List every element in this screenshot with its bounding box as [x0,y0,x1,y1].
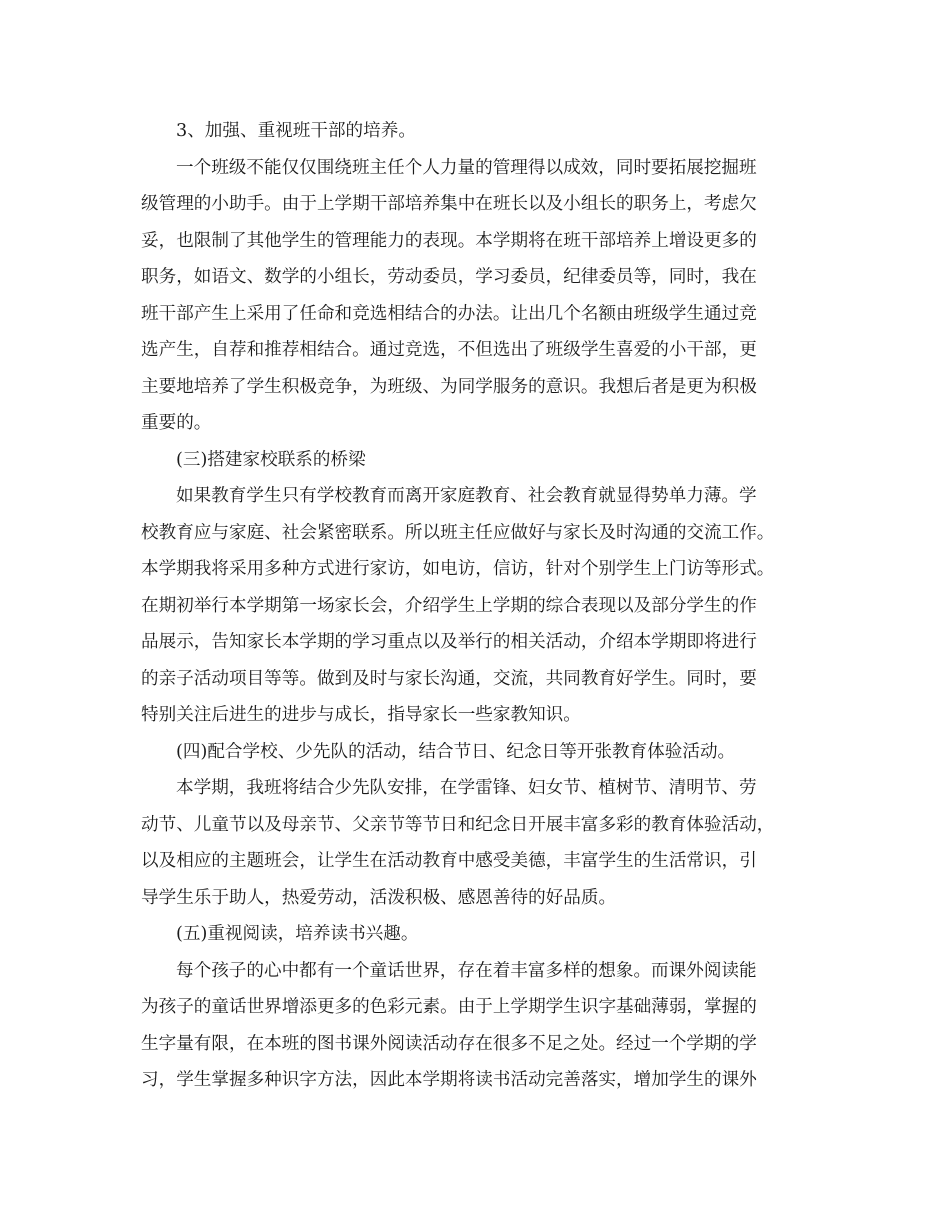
text-line: 本学期我将采用多种方式进行家访，如电访，信访，针对个别学生上门访等形式。 [141,559,775,579]
paragraph-activities [141,770,811,916]
text-line: (四)配合学校、少先队的活动，结合节日、纪念日等开张教育体验活动。 [176,741,736,762]
text-line: 妥，也限制了其他学生的管理能力的表现。本学期将在班干部培养上增设更多的 [141,230,757,251]
text-line: 习，学生掌握多种识字方法，因此本学期将读书活动完善落实，增加学生的课外 [141,1070,757,1090]
paragraph-heading-three [141,442,811,479]
text-line: 特别关注后进生的进步与成长，指导家长一些家教知识。 [141,705,581,725]
text-line: 级管理的小助手。由于上学期干部培养集中在班长以及小组长的职务上，考虑欠 [141,194,757,214]
text-line: (三)搭建家校联系的桥梁 [176,449,366,470]
text-line: 动节、儿童节以及母亲节、父亲节等节日和纪念日开展丰富多彩的教育体验活动， [141,814,775,835]
text-line: 校教育应与家庭、社会紧密联系。所以班主任应做好与家长及时沟通的交流工作。 [141,522,775,543]
text-line: 导学生乐于助人，热爱劳动，活泼积极、感恩善待的好品质。 [141,887,617,908]
paragraph-reading [141,953,811,1099]
text-line: 每个孩子的心中都有一个童话世界，存在着丰富多样的想象。而课外阅读能 [176,960,757,981]
text-line: 职务，如语文、数学的小组长，劳动委员，学习委员，纪律委员等，同时，我在 [141,267,757,287]
text-line: 的亲子活动项目等等。做到及时与家长沟通，交流，共同教育好学生。同时，要 [141,668,757,689]
text-line: 班干部产生上采用了任命和竞选相结合的办法。让出几个名额由班级学生通过竞 [141,303,757,324]
text-line: 选产生，自荐和推荐相结合。通过竞选，不但选出了班级学生喜爱的小干部，更 [141,340,757,360]
text-line: 主要地培养了学生积极竞争，为班级、为同学服务的意识。我想后者是更为积极 [141,376,757,397]
text-line: 本学期，我班将结合少先队安排，在学雷锋、妇女节、植树节、清明节、劳 [176,778,757,798]
text-line: 生字量有限，在本班的图书课外阅读活动存在很多不足之处。经过一个学期的学 [141,1033,757,1054]
paragraph-home-school [141,478,811,734]
paragraph-heading-five [141,916,811,953]
text-line: 一个班级不能仅仅围绕班主任个人力量的管理得以成效，同时要拓展挖掘班 [176,157,757,178]
text-line: (五)重视阅读，培养读书兴趣。 [176,924,419,944]
text-line: 在期初举行本学期第一场家长会，介绍学生上学期的综合表现以及部分学生的作 [141,595,757,616]
paragraph-heading-3 [141,113,811,150]
document-body [141,113,811,1099]
text-line: 如果教育学生只有学校教育而离开家庭教育、社会教育就显得势单力薄。学 [176,486,757,506]
text-line: 3、加强、重视班干部的培养。 [176,121,416,141]
paragraph-class-cadre [141,150,811,442]
text-line: 以及相应的主题班会，让学生在活动教育中感受美德，丰富学生的生活常识，引 [141,851,757,871]
text-line: 为孩子的童话世界增添更多的色彩元素。由于上学期学生识字基础薄弱，掌握的 [141,997,757,1017]
paragraph-heading-four [141,734,811,771]
text-line: 品展示，告知家长本学期的学习重点以及举行的相关活动，介绍本学期即将进行 [141,632,757,652]
text-line: 重要的。 [141,413,212,433]
